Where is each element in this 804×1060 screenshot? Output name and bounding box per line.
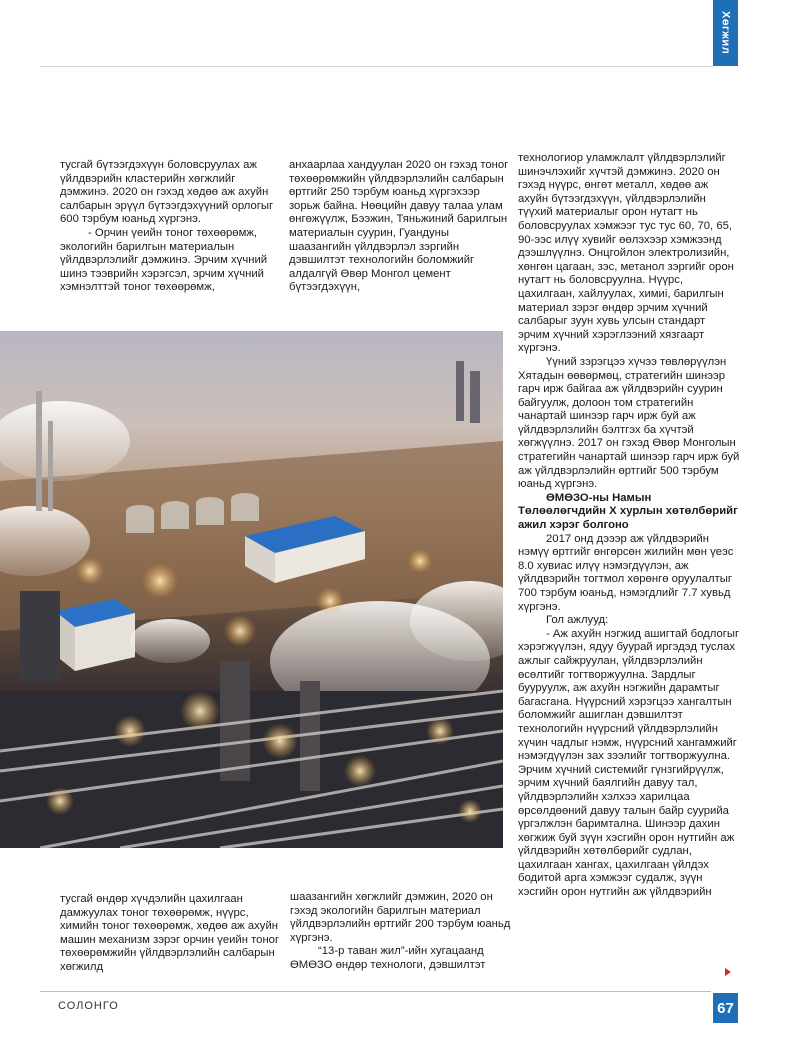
paragraph: анхаарлаа хандуулан 2020 он гэхэд тоног төхөөрөмжийн үйлдвэрлэлийн салбарын өртгийг 250 тэрбум юаньд хүргэхээр зорьж байна. Нөөцийн давуу талаа улам өнгөжүүлж, Бээжин, Тяньжиний барилгын материалын суурин, Гуандуны шаазангийн үйлдвэрлэл зэргийн дэвшилтэт технологийн боломжийг алдалгүй Өвөр Монгол цемент бүтээгдэхүүн, [289, 159, 509, 294]
magazine-name: СОЛОНГО [58, 1000, 119, 1012]
paragraph: тусгай өндөр хүчдэлийн цахилгаан дамжуулах тоног төхөөрөмж, нүүрс, химийн тоног төхөөрөмж, хөдөө аж ахуйн машин механизм зэрэг орчин үеийн тоног төхөөрөмжийн үйлдвэрлэлийн салбарын хөгжилд [60, 893, 280, 973]
top-divider [40, 66, 713, 67]
section-heading: ӨМӨЗО-ны Намын Төлөөлөгчдийн Х хурлын хөтөлбөрийг ажил хэрэг болгоно [518, 491, 738, 532]
paragraph: - Орчин үеийн тоног төхөөрөмж, экологийн барилгын материалын үйлдвэрлэлийг дэмжинэ. Эрчим хүчний шинэ тээврийн хэрэгсэл, эрчим хүчний хэмнэлттэй тоног төхөөрөмж, [60, 226, 268, 294]
industrial-plant-photo [0, 331, 503, 848]
paragraph: тусгай бүтээгдэхүүн боловсруулах аж үйлдвэрийн кластерийн хөгжлийг дэмжинэ. 2020 он гэхэд хөдөө аж ахуйн салбарын эрүүл бүтээгдэхүүний орлогыг 600 тэрбум юаньд хүргэнэ. [60, 159, 274, 226]
paragraph: Үүний зэрэгцээ хүчээ төвлөрүүлэн Хятадын өөвөрмөц, стратегийн шинээр гарч ирж байгаа аж үйлдвэрийн суурин байгуулж, долоон том стратегийн чанартай шинээр гарч ирж буй аж үйлдвэрлэлийн бэлтгэх ба хүчтэй хөгжүүлнэ. 2017 он гэхэд Өвөр Монголын стратегийн чанартай шинээр гарч ирж буй аж үйлдвэрлэлийн өртгийг 500 тэрбум юаньд хүргэнэ. [518, 355, 740, 491]
paragraph: 2017 онд дэээр аж үйлдвэрийн нэмүү өртгийг өнгөрсөн жилийн мөн үеэс 8.0 хувиас илүү нэмэгдүүлэн, аж үйлдвэрийн тогтмол хөрөнгө оруулалтыг 700 тэрбум юаньд, нэмэгдлийг 7.7 хувьд хүргэнэ. [518, 532, 734, 613]
page-number: 67 [713, 993, 738, 1023]
column-3 [518, 152, 740, 900]
column-1-top [60, 159, 280, 295]
column-1-bottom [60, 893, 282, 975]
section-tab [713, 0, 738, 66]
section-tab-label: Хөгжил [719, 11, 732, 55]
paragraph: - Аж ахуйн нэгжид ашигтай бодлогыг хэрэгжүүлэн, ядуу буурай иргэдэд туслах ажлыг сайжруулан, үйлдвэрлэлийн өсөлтийг тогтворжуулна. Зардлыг бууруулж, аж ахуйн нэгжийн дарамтыг багасгана. Нүүрсний хэрэгцээ хангалтын боломжийг ашиглан дэвшилтэт технологийн нүүрсний үйлдвэрлэлийн хүчин чадлыг нэмж, нүүрсний хангамжийг нэмэгдүүлэн зах зээлийг тогтворжуулна. Эрчим хүчний системийг гүнзгийрүүлж, эрчим хүчний баялгийн давуу тал, үйлдвэрлэлийн хэлхээ харилцаа өрсөлдөөний давуу талын байр суурийа үргэлжлэн баримтална. Шинээр дахин хөгжиж буй зүүн хэсгийн орон нутгийн аж үйлдвэрийн хөтөлбөрийг судлан, цахилгаан хангах, цахилгаан үйлдэх бодитой арга хэмжээг судалж, зүүн хэсгийн орон нутгийн аж үйлдвэрийн [518, 627, 740, 899]
paragraph: шаазангийн хөгжлийг дэмжин, 2020 он гэхэд экологийн барилгын материал үйлдвэрлэлийн өртгийг 200 тэрбум юаньд хүргэнэ. [290, 891, 511, 944]
column-2-bottom [290, 891, 512, 973]
continue-arrow-icon [725, 968, 731, 976]
paragraph: “13-р таван жил”-ийн хугацаанд ӨМӨЗО өндөр технологи, дэвшилтэт [290, 945, 486, 971]
footer-divider [40, 991, 711, 992]
paragraph: Гол ажлууд: [546, 614, 609, 627]
column-2-top [289, 159, 511, 295]
paragraph: технологиор уламжлалт үйлдвэрлэлийг шинэчлэхийг хүчтэй дэмжинэ. 2020 он гэхэд нүүрс, өнгөт металл, хөдөө аж ахуйн бүтээгдэхүүн, үйлдвэрлэлийн түүхий материалыг орон нутагт нь боловсруулах хэмжээг тус тус 60, 70, 65, 90-ээс илүү хувийг өөлэхээр хэмжээнд дээшлүүлнэ. Онцгойлон электролизийн, хөнгөн цагаан, зэс, метанол зэргийг орон нутагт нь боловсруулна. Нүүрс, цахилгаан, хайлуулах, химиі, барилгын материал зэрэг өндөр эрчим хүчний салбарыг зуун хувь улсын стандарт эрчим хүчний хэрэглээний хязгаарт хүргэнэ. [518, 152, 734, 355]
